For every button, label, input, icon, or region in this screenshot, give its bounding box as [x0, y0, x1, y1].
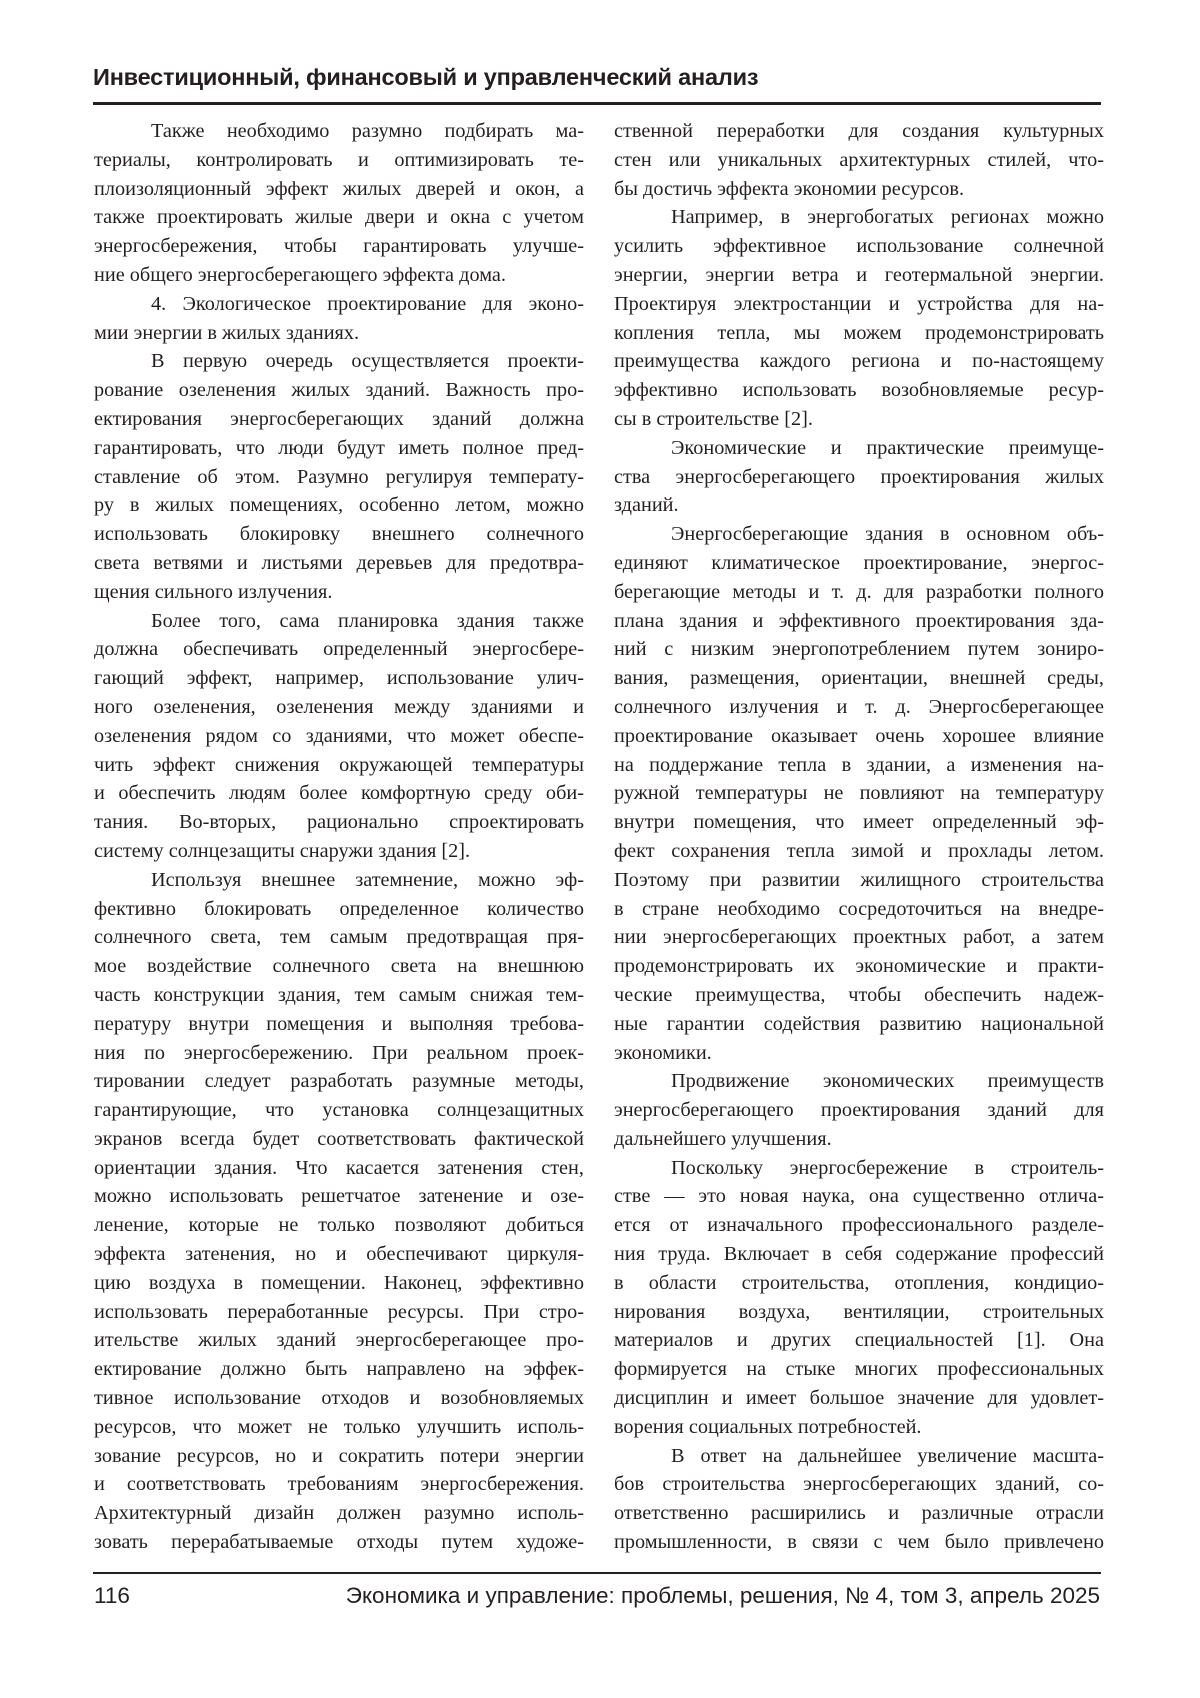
text-line: эффекта затенения, но и обеспечивают циркуля-: [94, 1240, 584, 1269]
text-line: систему солнцезащиты снаружи здания [2].: [94, 837, 584, 866]
text-line: ния труда. Включает в себя содержание профессий: [614, 1240, 1104, 1269]
text-line: ные гарантии содействия развитию национальной: [614, 1010, 1104, 1039]
text-line: ориентации здания. Что касается затенения стен,: [94, 1154, 584, 1183]
text-line: копления тепла, мы можем продемонстрировать: [614, 319, 1104, 348]
text-line: мое воздействие солнечного света на внешнюю: [94, 952, 584, 981]
text-line: ресурсов, что может не только улучшить исполь-: [94, 1413, 584, 1442]
text-line: бы достичь эффекта экономии ресурсов.: [614, 175, 1104, 204]
text-column-right: [614, 117, 1104, 1557]
text-line: Также необходимо разумно подбирать ма-: [94, 117, 584, 146]
text-line: гарантирующие, что установка солнцезащитных: [94, 1096, 584, 1125]
text-line: ется от изначального профессионального разделе-: [614, 1211, 1104, 1240]
text-line: ние общего энергосберегающего эффекта дома.: [94, 261, 584, 290]
text-line: ного озеленения, озеленения между зданиями и: [94, 693, 584, 722]
text-line: единяют климатическое проектирование, энергос-: [614, 549, 1104, 578]
text-line: чить эффект снижения окружающей температуры: [94, 751, 584, 780]
text-line: гарантировать, что люди будут иметь полное пред-: [94, 434, 584, 463]
text-column-left: [94, 117, 584, 1557]
running-header-title: Инвестиционный, финансовый и управленческий анализ: [93, 64, 758, 91]
header-rule: [93, 102, 1101, 105]
text-line: зовать перерабатываемые отходы путем художе-: [94, 1528, 584, 1557]
text-line: ставление об этом. Разумно регулируя температу-: [94, 463, 584, 492]
text-line: зование ресурсов, но и сократить потери энергии: [94, 1442, 584, 1471]
paragraph: [614, 434, 1104, 520]
text-line: щения сильного излучения.: [94, 578, 584, 607]
text-line: эффективно использовать возобновляемые ресур-: [614, 376, 1104, 405]
text-line: формируется на стыке многих профессиональных: [614, 1355, 1104, 1384]
footer-rule: [93, 1572, 1101, 1574]
text-line: ительстве жилых зданий энергосберегающее про-: [94, 1326, 584, 1355]
text-line: териалы, контролировать и оптимизировать те-: [94, 146, 584, 175]
text-line: фективно блокировать определенное количество: [94, 895, 584, 924]
text-line: 4. Экологическое проектирование для эконо-: [94, 290, 584, 319]
text-line: экранов всегда будет соответствовать фактической: [94, 1125, 584, 1154]
text-line: ния по энергосбережению. При реальном проек-: [94, 1039, 584, 1068]
text-line: энергосбережения, чтобы гарантировать улучше-: [94, 232, 584, 261]
text-line: Архитектурный дизайн должен разумно исполь-: [94, 1499, 584, 1528]
text-line: ектирования энергосберегающих зданий должна: [94, 405, 584, 434]
text-line: солнечного излучения и т. д. Энергосберегающее: [614, 693, 1104, 722]
text-line: усилить эффективное использование солнечной: [614, 232, 1104, 261]
text-line: солнечного света, тем самым предотвращая пря-: [94, 923, 584, 952]
text-line: использовать переработанные ресурсы. При стро-: [94, 1298, 584, 1327]
text-line: можно использовать решетчатое затенение и озе-: [94, 1182, 584, 1211]
text-line: мии энергии в жилых зданиях.: [94, 319, 584, 348]
paragraph: [614, 1154, 1104, 1442]
text-line: ственной переработки для создания культурных: [614, 117, 1104, 146]
text-line: пературу внутри помещения и выполняя требова-: [94, 1010, 584, 1039]
text-line: ектирование должно быть направлено на эффек-: [94, 1355, 584, 1384]
text-line: должна обеспечивать определенный энергосбере-: [94, 635, 584, 664]
text-line: на поддержание тепла в здании, а изменения на-: [614, 751, 1104, 780]
text-line: В первую очередь осуществляется проекти-: [94, 347, 584, 376]
text-line: берегающие методы и т. д. для разработки полного: [614, 578, 1104, 607]
text-line: нии энергосберегающих проектных работ, а затем: [614, 923, 1104, 952]
text-line: в области строительства, отопления, кондицио-: [614, 1269, 1104, 1298]
text-line: цию воздуха в помещении. Наконец, эффективно: [94, 1269, 584, 1298]
text-line: плоизоляционный эффект жилых дверей и окон, а: [94, 175, 584, 204]
paragraph: [94, 866, 584, 1557]
text-line: ческие преимущества, чтобы обеспечить надеж-: [614, 981, 1104, 1010]
text-line: гающий эффект, например, использование улич-: [94, 664, 584, 693]
text-line: сы в строительстве [2].: [614, 405, 1104, 434]
text-line: также проектировать жилые двери и окна с учетом: [94, 203, 584, 232]
text-line: стен или уникальных архитектурных стилей, что-: [614, 146, 1104, 175]
text-line: Используя внешнее затемнение, можно эф-: [94, 866, 584, 895]
text-line: и обеспечить людям более комфортную среду оби-: [94, 779, 584, 808]
text-line: бов строительства энергосберегающих зданий, со-: [614, 1470, 1104, 1499]
text-line: тивное использование отходов и возобновляемых: [94, 1384, 584, 1413]
text-line: Более того, сама планировка здания также: [94, 607, 584, 636]
text-line: тировании следует разработать разумные методы,: [94, 1067, 584, 1096]
page-number: 116: [94, 1583, 130, 1609]
journal-citation: Экономика и управление: проблемы, решения, № 4, том 3, апрель 2025: [346, 1583, 1100, 1609]
text-line: зданий.: [614, 491, 1104, 520]
text-line: энергии, энергии ветра и геотермальной энергии.: [614, 261, 1104, 290]
text-line: использовать блокировку внешнего солнечного: [94, 520, 584, 549]
text-line: озеленения рядом со зданиями, что может обеспе-: [94, 722, 584, 751]
text-line: фект сохранения тепла зимой и прохлады летом.: [614, 837, 1104, 866]
text-line: плана здания и эффективного проектирования зда-: [614, 607, 1104, 636]
text-line: проектирование оказывает очень хорошее влияние: [614, 722, 1104, 751]
text-line: часть конструкции здания, тем самым снижая тем-: [94, 981, 584, 1010]
text-line: Поэтому при развитии жилищного строительства: [614, 866, 1104, 895]
text-line: преимущества каждого региона и по-настоящему: [614, 347, 1104, 376]
text-line: и соответствовать требованиям энергосбережения.: [94, 1470, 584, 1499]
paragraph: [614, 1067, 1104, 1153]
text-line: экономики.: [614, 1039, 1104, 1068]
paragraph: [614, 1442, 1104, 1557]
text-line: нирования воздуха, вентиляции, строительных: [614, 1298, 1104, 1327]
paragraph: [614, 520, 1104, 1067]
text-line: Проектируя электростанции и устройства для на-: [614, 290, 1104, 319]
text-line: ства энергосберегающего проектирования жилых: [614, 463, 1104, 492]
paragraph: [94, 347, 584, 606]
paragraph: [94, 290, 584, 348]
text-line: дальнейшего улучшения.: [614, 1125, 1104, 1154]
text-line: внутри помещения, что имеет определенный эф-: [614, 808, 1104, 837]
text-line: продемонстрировать их экономические и практи-: [614, 952, 1104, 981]
paragraph: [94, 117, 584, 290]
text-line: энергосберегающего проектирования зданий для: [614, 1096, 1104, 1125]
text-line: ний с низким энергопотреблением путем зониро-: [614, 635, 1104, 664]
text-line: В ответ на дальнейшее увеличение масшта-: [614, 1442, 1104, 1471]
text-line: Например, в энергобогатых регионах можно: [614, 203, 1104, 232]
text-line: ответственно расширились и различные отрасли: [614, 1499, 1104, 1528]
text-line: материалов и других специальностей [1]. Она: [614, 1326, 1104, 1355]
text-line: промышленности, в связи с чем было привлечено: [614, 1528, 1104, 1557]
text-line: Экономические и практические преимуще-: [614, 434, 1104, 463]
text-line: в стране необходимо сосредоточиться на внедре-: [614, 895, 1104, 924]
text-line: вания, размещения, ориентации, внешней среды,: [614, 664, 1104, 693]
text-line: стве — это новая наука, она существенно отлича-: [614, 1182, 1104, 1211]
text-line: Поскольку энергосбережение в строитель-: [614, 1154, 1104, 1183]
text-line: рование озеленения жилых зданий. Важность про-: [94, 376, 584, 405]
paragraph: [614, 203, 1104, 433]
text-line: ворения социальных потребностей.: [614, 1413, 1104, 1442]
text-line: ленение, которые не только позволяют добиться: [94, 1211, 584, 1240]
text-line: света ветвями и листьями деревьев для предотвра-: [94, 549, 584, 578]
text-line: Продвижение экономических преимуществ: [614, 1067, 1104, 1096]
text-line: дисциплин и имеет большое значение для удовлет-: [614, 1384, 1104, 1413]
paragraph: [614, 117, 1104, 203]
paragraph: [94, 607, 584, 866]
text-line: ружной температуры не повлияют на температуру: [614, 779, 1104, 808]
text-line: Энергосберегающие здания в основном объ-: [614, 520, 1104, 549]
text-line: тания. Во-вторых, рационально спроектировать: [94, 808, 584, 837]
text-line: ру в жилых помещениях, особенно летом, можно: [94, 491, 584, 520]
